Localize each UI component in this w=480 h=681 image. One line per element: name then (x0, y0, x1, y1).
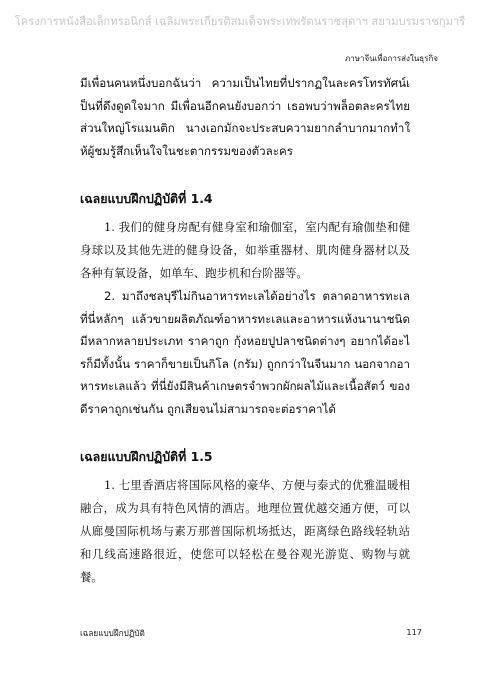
running-head: ภาษาจีนเพื่อการส่งในธุรกิจ (344, 54, 438, 63)
intro-paragraph: มีเพื่อนคนหนึ่งบอกฉันว่า ความเป็นไทยที่ปรากฏในละครโทรทัศน์เป็นที่ดึงดูดใจมาก มีเพื่อนอีกคนยังบอกว่า เธอพบว่าพล็อตละครไทยส่วนใหญ่โรแมนติก นางเอกมักจะประสบความยากลำบากมากทำให้ผู้ชมรู้สึกเห็นใจในชะตากรรมของตัวละคร (80, 76, 410, 158)
section-heading-1-4: เฉลยแบบฝึกปฏิบัติที่ 1.4 (80, 191, 213, 206)
page-content (80, 72, 410, 589)
watermark: โครงการหนังสือเล็กทรอนิกส์ เฉลิมพระเกียรติสมเด็จพระเทพรัตนราชสุดาฯ สยามบรมราชกุมารี (14, 15, 466, 28)
exercise-1-5-item-1: 1. 七里香酒店将国际风格的豪华、方便与泰式的优雅温暖相融合，成为具有特色风情的酒店。地理位置优越交通方便，可以从廊曼国际机场与素万那普国际机场抵达，距离绿色路线轻轨站和几线高速路很近，使您可以轻松在曼谷观光游览、购物与就餐。 (80, 478, 410, 584)
footer-label: เฉลยแบบฝึกปฏิบัติ (80, 628, 145, 638)
exercise-1-4-item-1: 1. 我们的健身房配有健身室和瑜伽室，室内配有瑜伽垫和健身球以及其他先进的健身设备，如举重器材、肌肉健身器材以及各种有氧设备，如单车、跑步机和台阶器等。 (80, 220, 410, 280)
page-number: 117 (406, 627, 422, 637)
exercise-1-4-item-2: 2. มาถึงชลบุรีไม่กินอาหารทะเลได้อย่างไร ตลาดอาหารทะเลที่นี่หลักๆ แล้วขายผลิตภัณฑ์อาหารทะเลและอาหารแห้งนานาชนิด มีหลากหลายประเภท ราคาถูก กุ้งหอยปูปลาชนิดต่างๆ อยากได้อะไรก็มีทั้งนั้น ราคาก็ขายเป็นกิโล (กรัม) ถูกกว่าในจีนมาก นอกจากอาหารทะเลแล้ว ที่นี่ยังมีสินค้าเกษตรจำพวกผักผลไม้และเนื้อสัตว์ ของดีราคาถูกเช่นกัน ถูกเสียจนไม่สามารถจะต่อราคาได้ (80, 289, 410, 416)
section-heading-1-5: เฉลยแบบฝึกปฏิบัติที่ 1.5 (80, 449, 213, 464)
